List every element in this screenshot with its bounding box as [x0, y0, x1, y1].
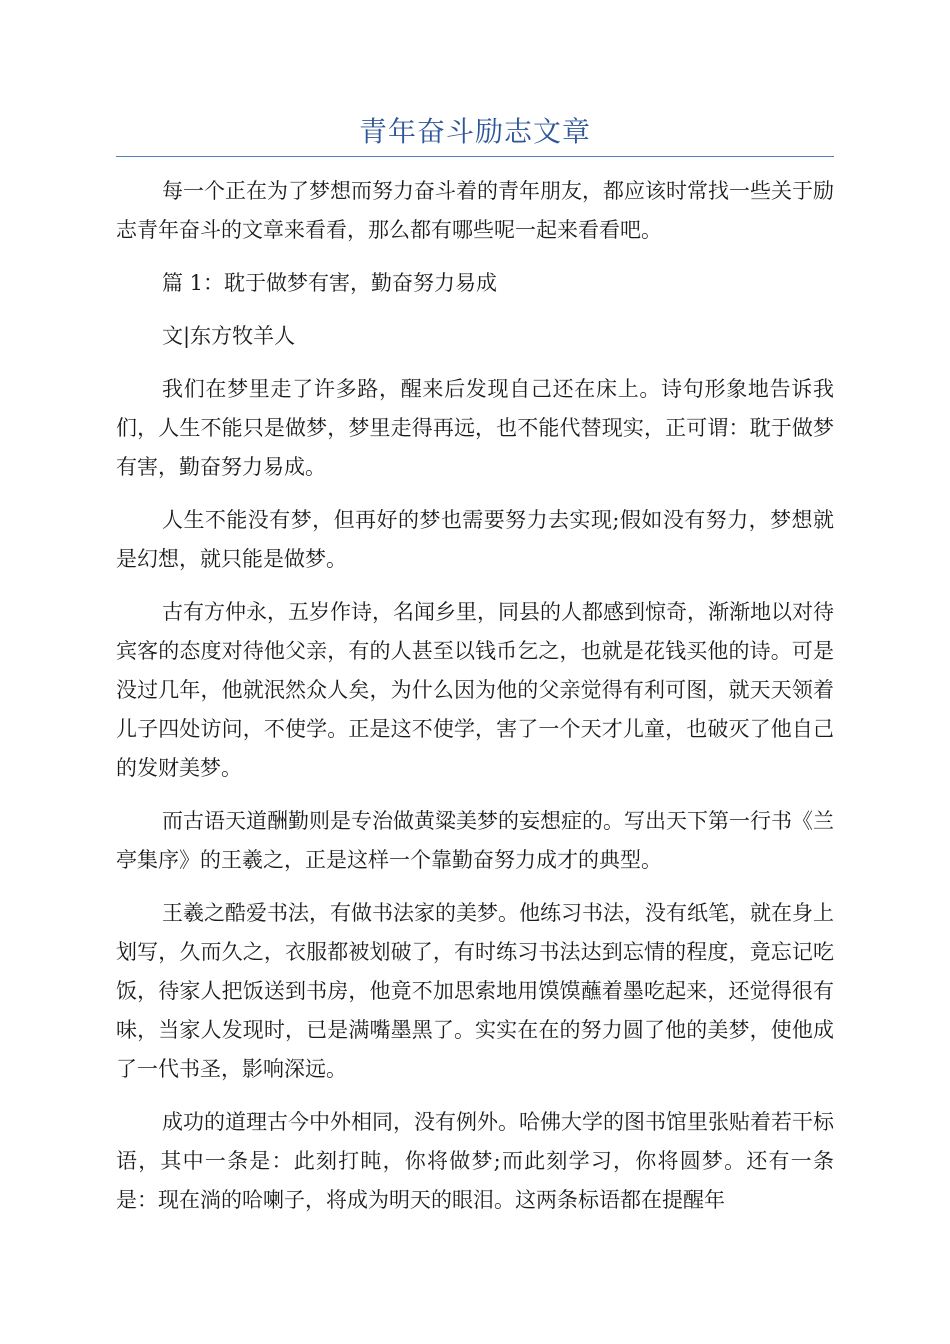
paragraph-body: 成功的道理古今中外相同，没有例外。哈佛大学的图书馆里张贴着若干标语，其中一条是：此刻打盹，你将做梦;而此刻学习，你将圆梦。还有一条是：现在淌的哈喇子，将成为明天的眼泪。这两条标语都在提醒年	[116, 1110, 834, 1212]
paragraph-body: 我们在梦里走了许多路，醒来后发现自己还在床上。诗句形象地告诉我们，人生不能只是做梦，梦里走得再远，也不能代替现实，正可谓：耽于做梦有害，勤奋努力易成。	[116, 377, 834, 479]
paragraph-body: 古有方仲永，五岁作诗，名闻乡里，同县的人都感到惊奇，渐渐地以对待宾客的态度对待他父亲，有的人甚至以钱币乞之，也就是花钱买他的诗。可是没过几年，他就泯然众人矣，为什么因为他的父亲觉得有利可图，就天天领着儿子四处访问，不使学。正是这不使学，害了一个天才儿童，也破灭了他自己的发财美梦。	[116, 600, 834, 780]
paragraph-author-byline: 文|东方牧羊人	[162, 324, 296, 348]
paragraph-intro: 每一个正在为了梦想而努力奋斗着的青年朋友，都应该时常找一些关于励志青年奋斗的文章来看看，那么都有哪些呢一起来看看吧。	[116, 179, 834, 242]
paragraph-body: 人生不能没有梦，但再好的梦也需要努力去实现;假如没有努力，梦想就是幻想，就只能是做梦。	[116, 508, 834, 571]
document-body	[116, 172, 834, 1234]
paragraph-article-heading: 篇 1：耽于做梦有害，勤奋努力易成	[162, 271, 498, 295]
document-title: 青年奋斗励志文章	[358, 115, 591, 148]
paragraph-body: 而古语天道酬勤则是专治做黄粱美梦的妄想症的。写出天下第一行书《兰亭集序》的王羲之，正是这样一个靠勤奋努力成才的典型。	[116, 809, 834, 872]
title-block	[116, 112, 834, 157]
paragraph-body: 王羲之酷爱书法，有做书法家的美梦。他练习书法，没有纸笔，就在身上划写，久而久之，衣服都被划破了，有时练习书法达到忘情的程度，竟忘记吃饭，待家人把饭送到书房，他竟不加思索地用馍馍蘸着墨吃起来，还觉得很有味，当家人发现时，已是满嘴墨黑了。实实在在的努力圆了他的美梦，使他成了一代书圣，影响深远。	[116, 901, 834, 1081]
